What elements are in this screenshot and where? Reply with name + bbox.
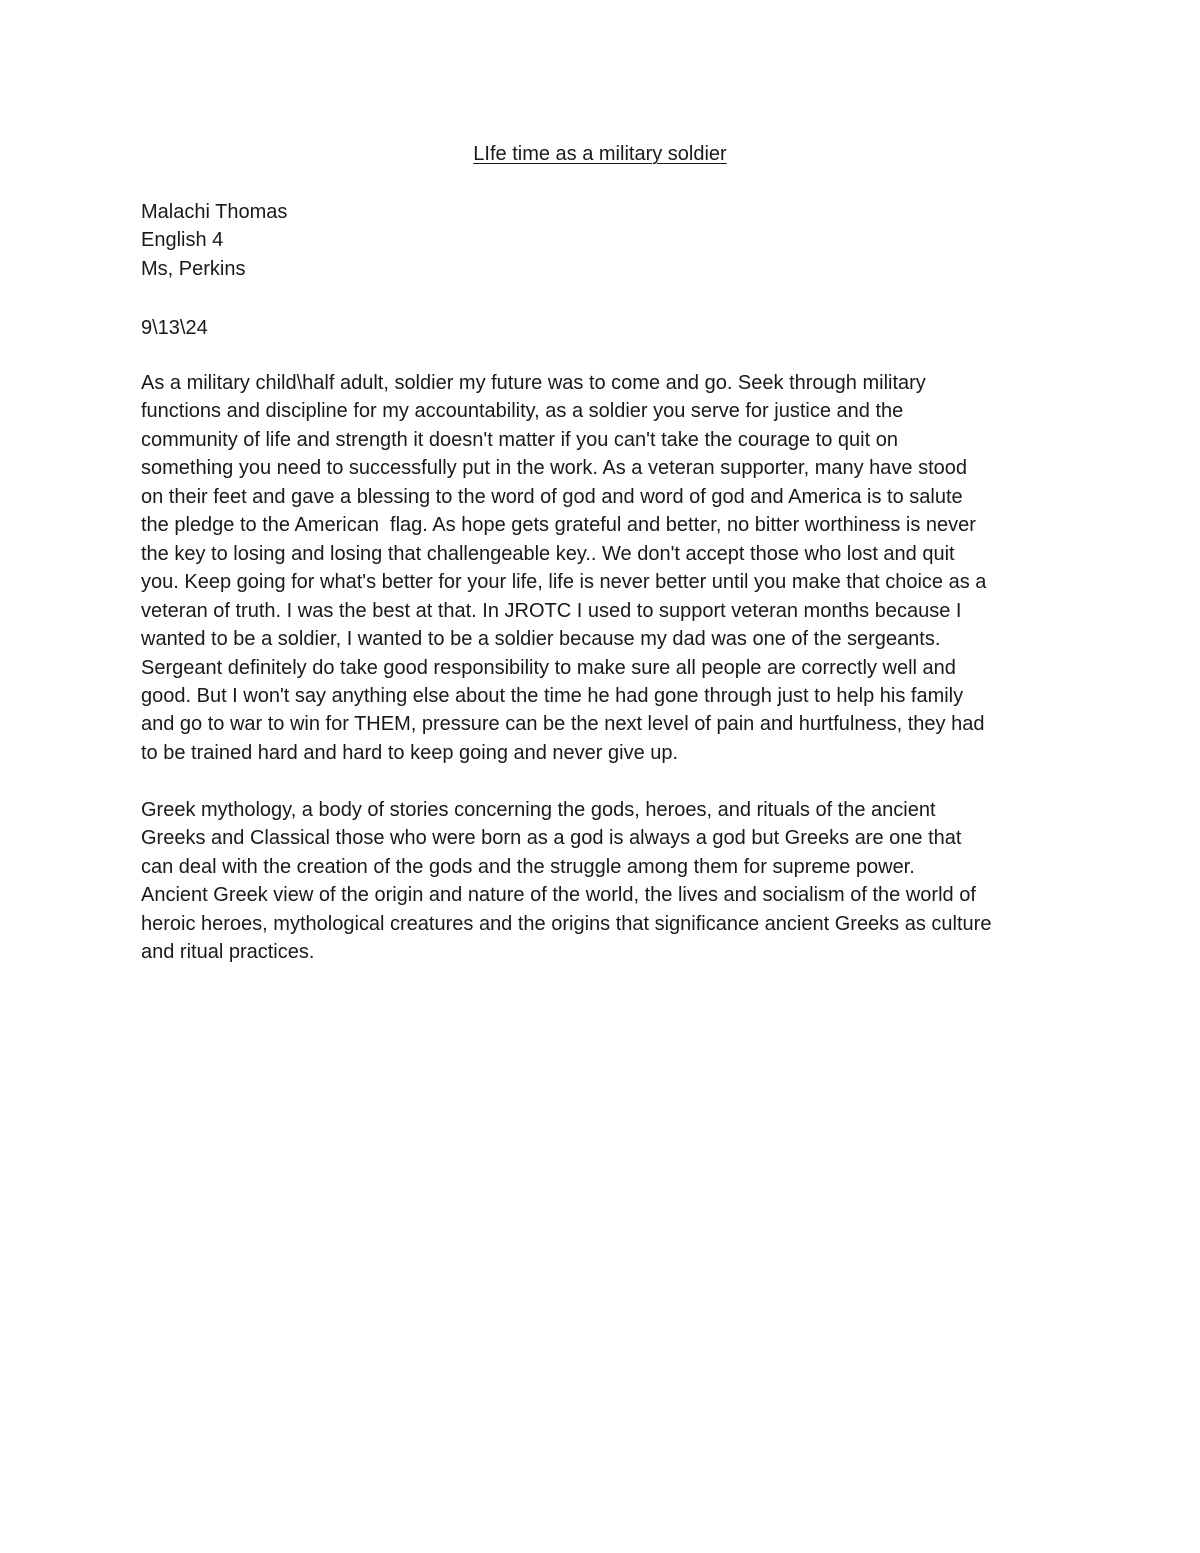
paragraph-line: and go to war to win for THEM, pressure can be the next level of pain and hurtfulness, they had	[141, 713, 985, 736]
paragraph-line: Greeks and Classical those who were born as a god is always a god but Greeks are one that	[141, 827, 962, 850]
paragraph-line: veteran of truth. I was the best at that. In JROTC I used to support veteran months because I	[141, 599, 962, 622]
paragraph-line: something you need to successfully put in the work. As a veteran supporter, many have stood	[141, 457, 968, 480]
author-header	[141, 198, 1071, 283]
author-name: Malachi Thomas	[141, 201, 288, 223]
paragraph-line: and ritual practices.	[141, 941, 315, 964]
paragraph-greek-mythology	[141, 796, 1071, 967]
paragraph-line: functions and discipline for my accountability, as a soldier you serve for justice and the	[141, 400, 904, 423]
paragraph-line: wanted to be a soldier, I wanted to be a soldier because my dad was one of the sergeants.	[141, 628, 941, 651]
paragraph-line: you. Keep going for what's better for your life, life is never better until you make that choice as a	[141, 571, 987, 594]
document-date: 9\13\24	[141, 317, 208, 339]
paragraph-line: community of life and strength it doesn't matter if you can't take the courage to quit on	[141, 428, 898, 451]
paragraph-line: good. But I won't say anything else about the time he had gone through just to help his family	[141, 684, 964, 707]
paragraph-line: heroic heroes, mythological creatures and the origins that significance ancient Greeks as culture	[141, 912, 992, 935]
paragraph-line: the pledge to the American flag. As hope gets grateful and better, no bitter worthiness is never	[141, 514, 976, 537]
document-title: LIfe time as a military soldier	[473, 143, 727, 165]
paragraph-line: can deal with the creation of the gods and the struggle among them for supreme power.	[141, 855, 915, 878]
teacher-name: Ms, Perkins	[141, 257, 246, 280]
paragraph-line: to be trained hard and hard to keep going and never give up.	[141, 741, 679, 764]
class-name: English 4	[141, 229, 224, 252]
paragraph-line: Ancient Greek view of the origin and nature of the world, the lives and socialism of the world of	[141, 884, 976, 907]
paragraph-line: on their feet and gave a blessing to the word of god and word of god and America is to salute	[141, 485, 963, 508]
paragraph-line: Greek mythology, a body of stories concerning the gods, heroes, and rituals of the ancient	[141, 799, 936, 821]
paragraph-line: Sergeant definitely do take good responsibility to make sure all people are correctly well and	[141, 656, 956, 679]
paragraph-line: the key to losing and losing that challengeable key.. We don't accept those who lost and quit	[141, 542, 955, 565]
paragraph-military	[141, 369, 1071, 767]
paragraph-line: As a military child\half adult, soldier my future was to come and go. Seek through military	[141, 372, 926, 394]
